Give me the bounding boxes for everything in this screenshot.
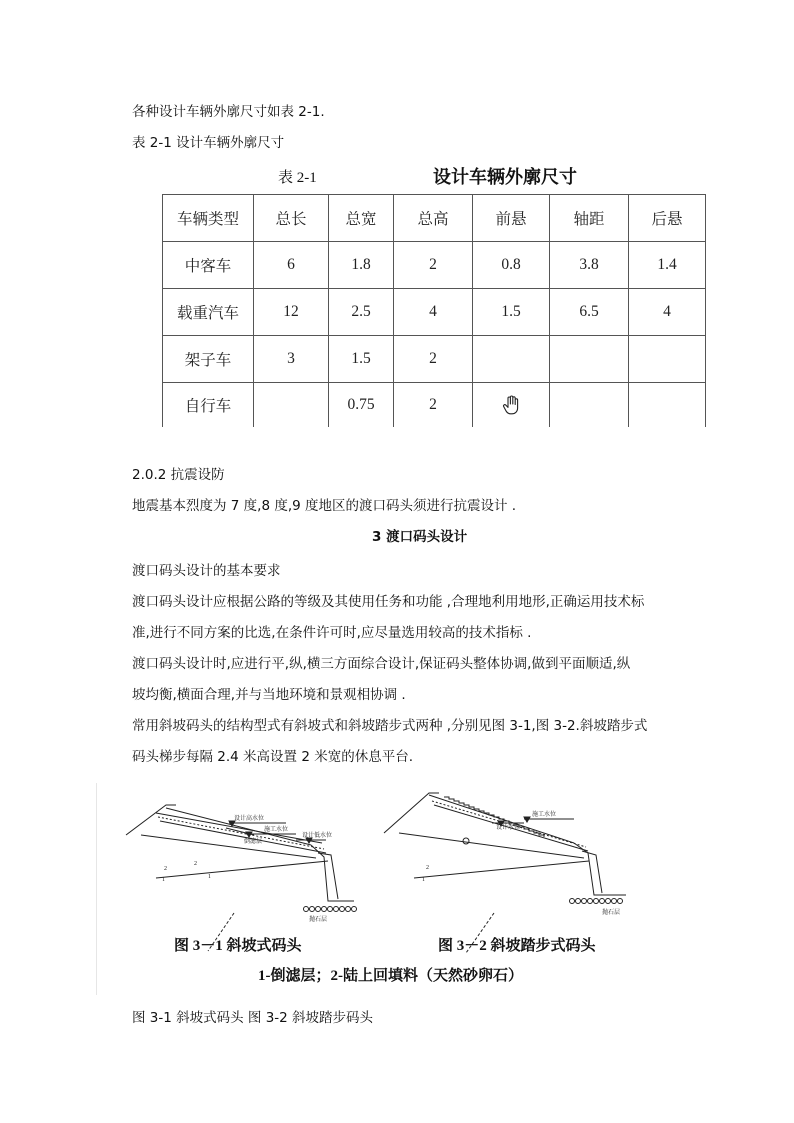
figure-3-2-caption: 图 3－2 斜坡踏步式码头 — [438, 938, 596, 954]
table-row — [163, 383, 706, 428]
table-image-title: 设计车辆外廓尺寸 — [433, 167, 577, 188]
table-cell: 自行车 — [163, 383, 254, 428]
table-cell: 中客车 — [163, 242, 254, 289]
table-cell: 3 — [254, 336, 329, 383]
hand-cursor-icon — [502, 395, 520, 415]
table-cell: 12 — [254, 289, 329, 336]
table-cell: 2 — [394, 242, 473, 289]
svg-text:抛石层: 抛石层 — [602, 910, 621, 916]
figure-caption-text: 图 3-1 斜坡式码头 图 3-2 斜坡踏步码头 — [132, 1010, 374, 1026]
table-cell — [254, 383, 329, 428]
header-cell: 总高 — [394, 195, 473, 242]
table-cell — [629, 336, 706, 383]
svg-text:施工水位: 施工水位 — [532, 812, 557, 818]
svg-text:2: 2 — [194, 861, 197, 867]
svg-text:1: 1 — [208, 874, 211, 880]
table-row — [163, 336, 706, 383]
table-cell: 1.5 — [473, 289, 550, 336]
svg-text:1: 1 — [422, 877, 425, 883]
header-cell: 后悬 — [629, 195, 706, 242]
svg-text:设计高水位: 设计高水位 — [234, 816, 265, 822]
intro-text: 各种设计车辆外廓尺寸如表 2-1. — [132, 104, 325, 120]
paragraph-2-line-2: 坡均衡,横面合理,并与当地环境和景观相协调 . — [132, 687, 406, 703]
slope-wharf-diagram — [126, 805, 357, 951]
table-cell: 3.8 — [550, 242, 629, 289]
stepped-wharf-diagram — [384, 793, 626, 953]
seismic-paragraph: 地震基本烈度为 7 度,8 度,9 度地区的渡口码头须进行抗震设计 . — [132, 498, 517, 514]
table-cell — [473, 336, 550, 383]
table-cell: 2.5 — [329, 289, 394, 336]
header-cell: 车辆类型 — [163, 195, 254, 242]
chapter-3-title: 3 渡口码头设计 — [372, 529, 468, 545]
section-2-0-2-heading: 2.0.2 抗震设防 — [132, 467, 225, 483]
paragraph-3-line-2: 码头梯步每隔 2.4 米高设置 2 米宽的休息平台. — [132, 749, 414, 765]
svg-text:设计水位: 设计水位 — [496, 825, 521, 831]
table-cell — [473, 383, 550, 428]
table-cell: 4 — [629, 289, 706, 336]
table-cell: 1.8 — [329, 242, 394, 289]
table-cell: 6 — [254, 242, 329, 289]
table-cell: 1.5 — [329, 336, 394, 383]
paragraph-1-line-1: 渡口码头设计应根据公路的等级及其使用任务和功能 ,合理地利用地形,正确运用技术标 — [132, 594, 645, 610]
svg-text:1: 1 — [162, 877, 165, 883]
gravel-bed — [304, 907, 357, 912]
header-cell: 前悬 — [473, 195, 550, 242]
table-image-label: 表 2-1 — [278, 170, 317, 186]
paragraph-3-line-1: 常用斜坡码头的结构型式有斜坡式和斜坡踏步式两种 ,分别见图 3-1,图 3-2.斜坡踏步式 — [132, 718, 648, 734]
svg-text:2: 2 — [426, 865, 429, 871]
table-cell — [550, 336, 629, 383]
table-cell — [629, 383, 706, 428]
vehicle-dimension-table — [162, 194, 706, 427]
figure-3-1-caption: 图 3－1 斜坡式码头 — [174, 938, 302, 954]
figure-legend: 1-倒滤层；2-陆上回填料（天然砂卵石） — [258, 968, 523, 984]
paragraph-2-line-1: 渡口码头设计时,应进行平,纵,横三方面综合设计,保证码头整体协调,做到平面顺适,纵 — [132, 656, 631, 672]
table-header-row — [163, 195, 706, 242]
paragraph-1-line-2: 准,进行不同方案的比选,在条件许可时,应尽量选用较高的技术指标 . — [132, 625, 532, 641]
table-cell — [550, 383, 629, 428]
table-caption: 表 2-1 设计车辆外廓尺寸 — [132, 135, 285, 151]
table-cell: 架子车 — [163, 336, 254, 383]
svg-text:施工水位: 施工水位 — [264, 827, 289, 833]
table-cell: 2 — [394, 336, 473, 383]
table-cell: 载重汽车 — [163, 289, 254, 336]
svg-text:2: 2 — [164, 866, 167, 872]
table-row — [163, 242, 706, 289]
table-cell: 4 — [394, 289, 473, 336]
table-cell: 1.4 — [629, 242, 706, 289]
table-cell: 2 — [394, 383, 473, 428]
table-cell: 6.5 — [550, 289, 629, 336]
table-cell: 0.75 — [329, 383, 394, 428]
svg-text:抛石层: 抛石层 — [309, 917, 328, 923]
svg-text:倒滤层: 倒滤层 — [244, 839, 263, 845]
table-cell: 0.8 — [473, 242, 550, 289]
table-row — [163, 289, 706, 336]
svg-text:设计低水位: 设计低水位 — [302, 833, 333, 839]
basic-requirements-heading: 渡口码头设计的基本要求 — [132, 563, 281, 579]
header-cell: 轴距 — [550, 195, 629, 242]
header-cell: 总宽 — [329, 195, 394, 242]
wharf-figure — [96, 783, 644, 995]
gravel-bed — [570, 899, 623, 904]
header-cell: 总长 — [254, 195, 329, 242]
